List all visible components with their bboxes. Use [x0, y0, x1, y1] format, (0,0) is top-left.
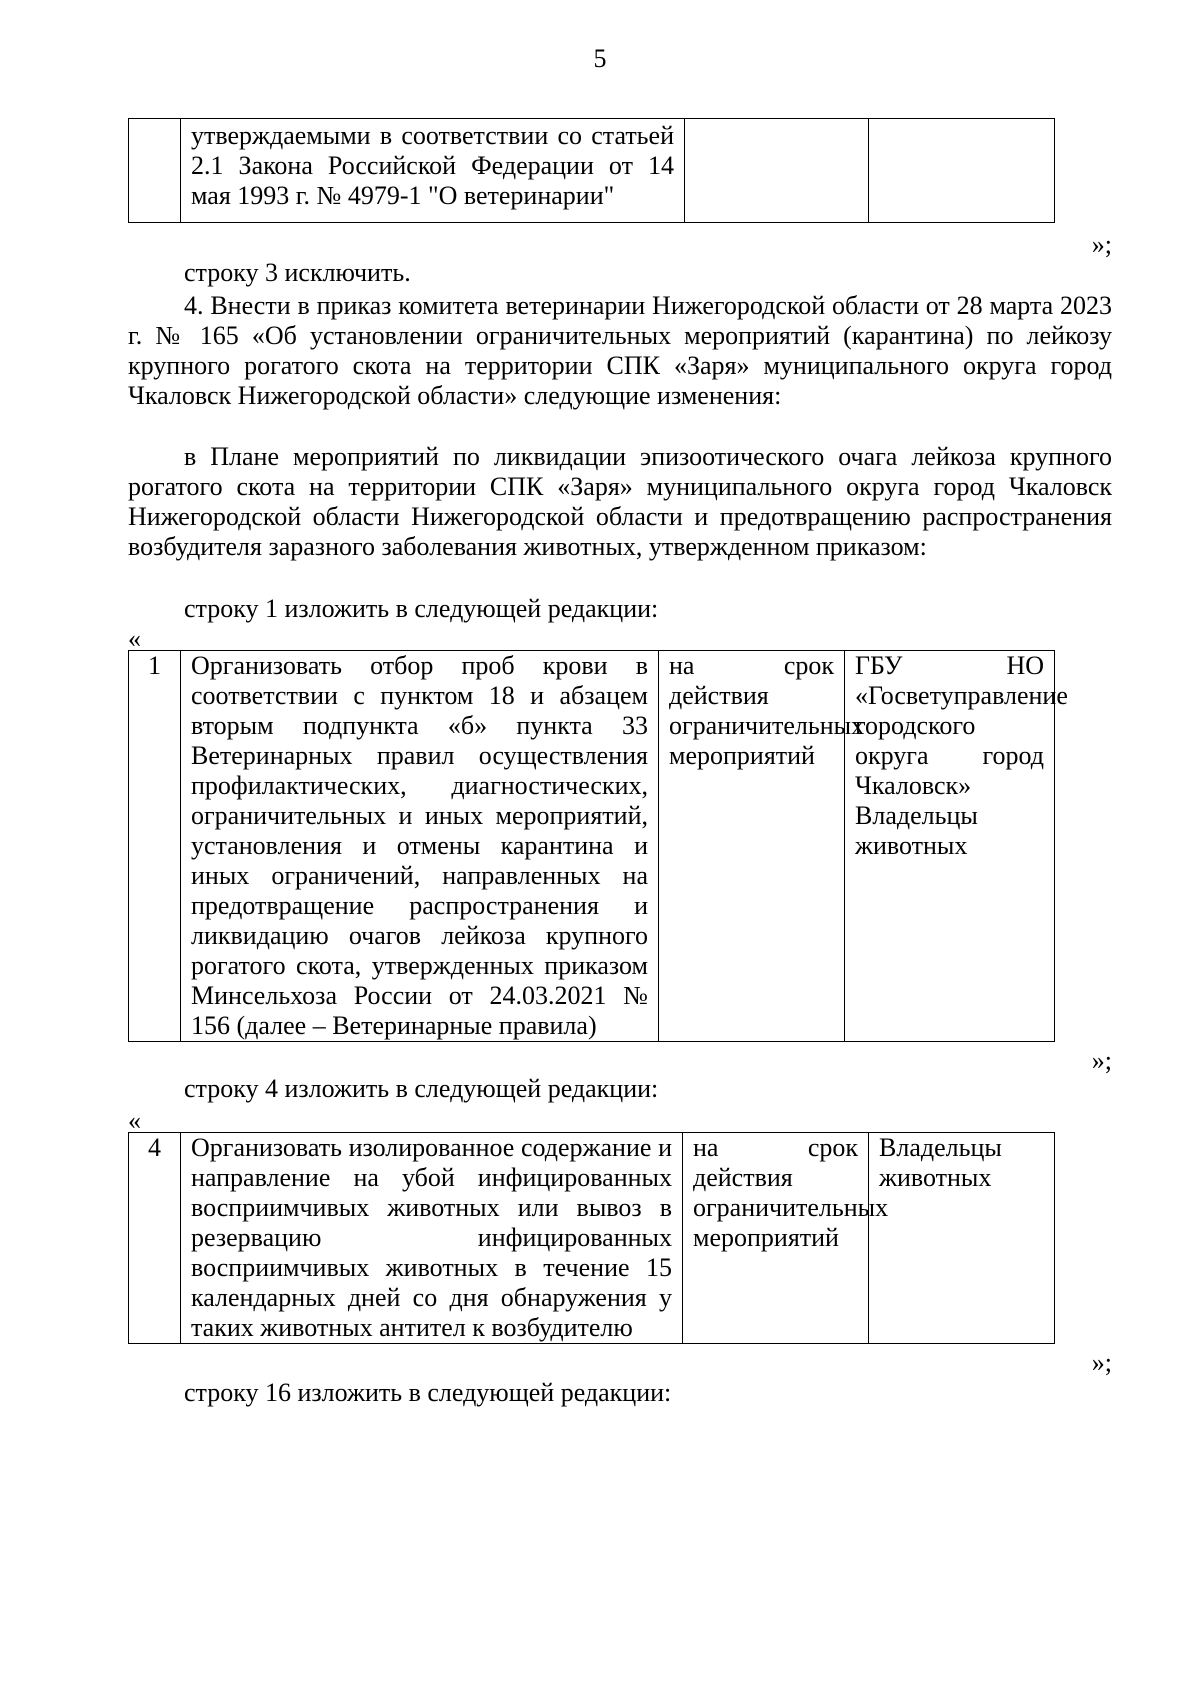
measure-cell: Организовать изолированное содержание и направление на убой инфицированных восприимчивых животных или вывоз в резервацию инфицированных восприимчивых животных в течение 15 календарных дней со дня обнаружения у таких животных антител к возбудителю — [181, 1133, 683, 1344]
table-continuation — [128, 118, 1055, 223]
table-row-1 — [128, 650, 1068, 1042]
opening-quote: « — [128, 1106, 141, 1135]
closing-quote: »; — [1091, 1348, 1112, 1377]
paragraph-4: 4. Внести в приказ комитета ветеринарии Нижегородской области от 28 марта 2023 г. № 165 «Об установлении ограничительных мероприятий (карантина) по лейкозу крупного рогатого скота на территории СПК «Заря» муниципального округа город Чкаловск Нижегородской области» следующие изменения: — [128, 291, 1112, 410]
measure-cell: Организовать отбор проб крови в соответствии с пунктом 18 и абзацем вторым подпункта «б» пункта 33 Ветеринарных правил осуществления профилактических, диагностических, ограничительных и иных мероприятий, установления и отмены карантина и иных ограничений, направленных на предотвращение распространения и ликвидацию очагов лейкоза крупного рогатого скота, утвержденных приказом Минсельхоза России от 24.03.2021 № 156 (далее – Ветеринарные правила) — [181, 651, 659, 1042]
exclude-row-3-text: строку 3 исключить. — [184, 258, 411, 287]
table-row-4 — [128, 1132, 1055, 1344]
opening-quote: « — [128, 624, 141, 653]
term-cell: на срок действия ограничительных мероприятий — [683, 1133, 869, 1344]
table-row — [129, 1133, 1055, 1344]
responsible-cell — [869, 119, 1055, 223]
closing-quote: »; — [1091, 1046, 1112, 1075]
closing-quote: »; — [1091, 230, 1112, 259]
row-number-cell: 1 — [129, 651, 181, 1042]
responsible-cell: Владельцы животных — [869, 1133, 1055, 1344]
row-number-cell — [129, 119, 181, 223]
term-cell — [685, 119, 869, 223]
page-number: 5 — [593, 44, 607, 73]
row-16-instruction: строку 16 изложить в следующей редакции: — [184, 1378, 672, 1407]
row-number-cell: 4 — [129, 1133, 181, 1344]
measure-cell: утверждаемыми в соответствии со статьей 2.1 Закона Российской Федерации от 14 мая 1993 г. № 4979-1 "О ветеринарии" — [181, 119, 685, 223]
table-row — [129, 119, 1055, 223]
row-4-instruction: строку 4 изложить в следующей редакции: — [184, 1074, 659, 1103]
term-cell: на срок действия ограничительных мероприятий — [659, 651, 845, 1042]
responsible-cell: ГБУ НО «Госветуправление городского округа город Чкаловск» Владельцы животных — [845, 651, 1055, 1042]
table-row — [129, 651, 1055, 1042]
row-1-instruction: строку 1 изложить в следующей редакции: — [184, 594, 659, 623]
plan-paragraph: в Плане мероприятий по ликвидации эпизоотического очага лейкоза крупного рогатого скота на территории СПК «Заря» муниципального округа город Чкаловск Нижегородской области Нижегородской области и предотвращению распространения возбудителя заразного заболевания животных, утвержденном приказом: — [128, 442, 1112, 561]
